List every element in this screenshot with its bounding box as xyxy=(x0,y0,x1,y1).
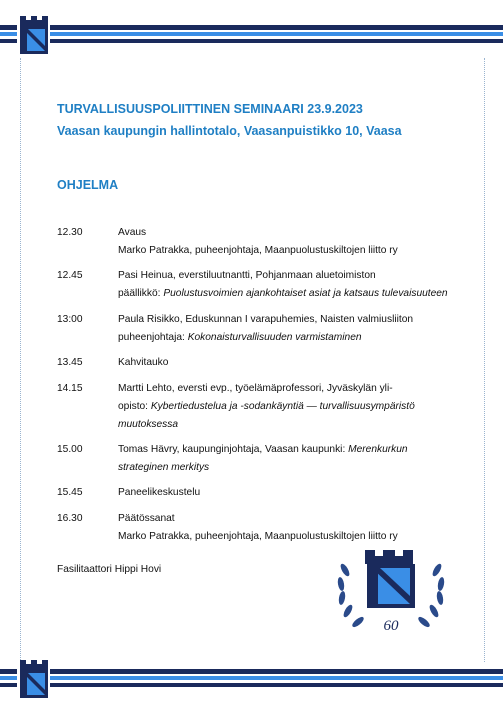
item-time: 14.15 xyxy=(57,382,83,394)
item-time: 12.30 xyxy=(57,227,83,238)
bottom-stripe xyxy=(0,660,503,702)
program-list xyxy=(57,224,457,553)
list-item xyxy=(57,267,457,303)
item-desc: Avaus Marko Patrakka, puheenjohtaja, Maanpuolustuskiltojen liitto ry xyxy=(118,227,398,256)
list-item xyxy=(57,380,457,434)
location: Vaasan kaupungin hallintotalo, Vaasanpuistikko 10, Vaasa xyxy=(57,124,402,138)
list-item xyxy=(57,311,457,347)
item-time: 13.45 xyxy=(57,357,83,369)
item-desc: Paula Risikko, Eduskunnan I varapuhemies, Naisten valmiusliiton puheenjohtaja: Kokonaisturvallisuuden varmistaminen xyxy=(118,313,414,343)
item-time: 16.30 xyxy=(57,512,83,524)
guild-tower-emblem-icon xyxy=(333,540,449,642)
item-desc: Martti Lehto, eversti evp., työelämäprofessori, Jyväskylän yli- opisto: Kybertiedustelua ja -sodankäyntiä — turvallisuusympäristö muutoksessa xyxy=(118,382,415,430)
list-item xyxy=(57,484,457,502)
item-time: 15.45 xyxy=(57,487,83,499)
page-title: TURVALLISUUSPOLIITTINEN SEMINAARI 23.9.2023 xyxy=(57,102,363,116)
program-heading: OHJELMA xyxy=(57,178,119,192)
item-desc: Kahvitauko xyxy=(118,357,169,369)
item-desc: Päätössanat Marko Patrakka, puheenjohtaja, Maanpuolustuskiltojen liitto ry xyxy=(118,512,398,542)
tower-logo-icon xyxy=(17,16,50,56)
item-time: 15.00 xyxy=(57,443,83,455)
list-item xyxy=(57,224,457,260)
item-desc: Paneelikeskustelu xyxy=(118,487,201,499)
left-border xyxy=(20,58,21,662)
right-border xyxy=(484,58,485,662)
top-stripe xyxy=(0,16,503,58)
facilitator: Fasilitaattori Hippi Hovi xyxy=(57,564,162,575)
tower-logo-icon xyxy=(17,660,50,700)
list-item xyxy=(57,441,457,477)
item-desc: Pasi Heinua, everstiluutnantti, Pohjanmaan aluetoimiston päällikkö: Puolustusvoimien ajankohtaiset asiat ja katsaus tulevaisuuteen xyxy=(118,270,448,300)
item-desc: Tomas Hävry, kaupunginjohtaja, Vaasan kaupunki: Merenkurkun strateginen merkitys xyxy=(118,443,408,473)
item-time: 13:00 xyxy=(57,313,83,325)
item-time: 12.45 xyxy=(57,270,83,282)
list-item xyxy=(57,354,457,372)
emblem-number: 60 xyxy=(383,618,399,634)
